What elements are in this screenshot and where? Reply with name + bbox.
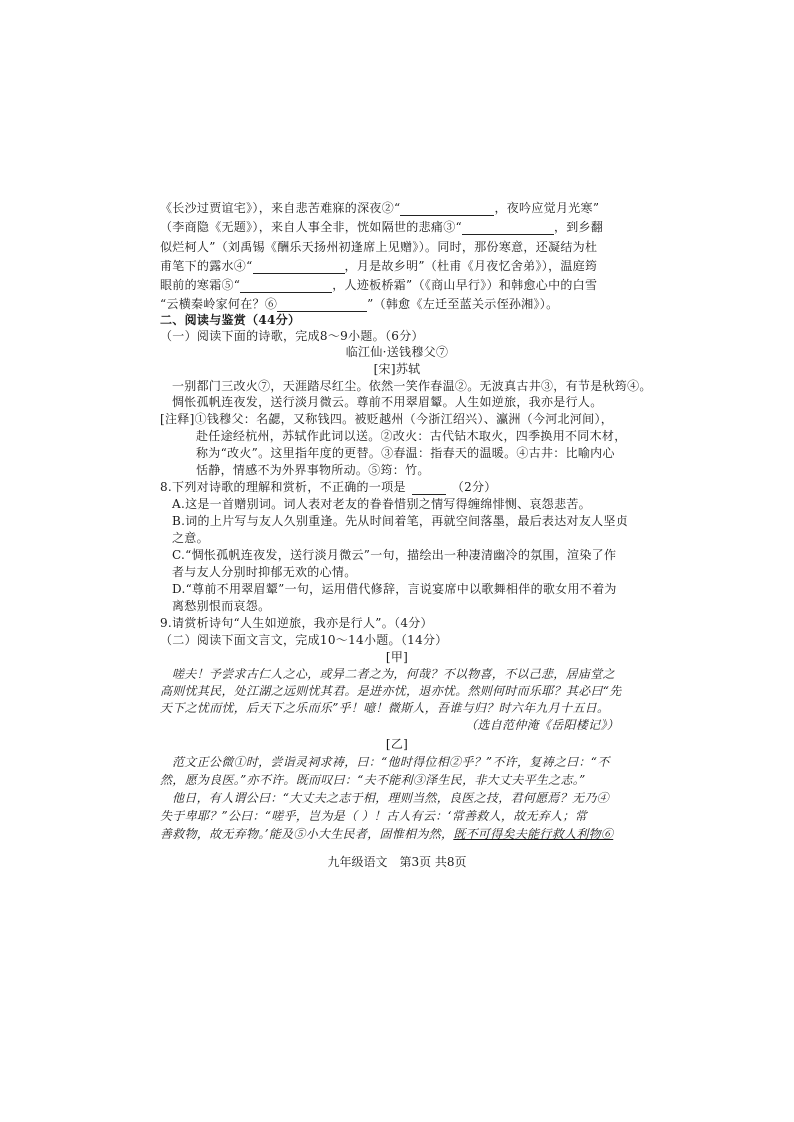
note-line-3: 称为“改火”。这里指年度的更替。③春温：指春天的温暖。④古井：比喻内心 [196,446,615,460]
text: ，到乡翻 [553,220,604,234]
question-9: 9.请赏析诗句“人生如逆旅，我亦是行人”。（4分） [160,616,433,630]
poem-line-1: 一别都门三改火⑦，天涯踏尽红尘。依然一笑作春温②。无波真古井③，有节是秋筠④。 [172,379,652,393]
section-2-heading: 二、阅读与鉴赏（44分） [160,313,301,327]
question-8-stem [160,480,497,495]
poem-line-2: 惆怅孤帆连夜发，送行淡月微云。尊前不用翠眉颦。人生如逆旅，我亦是行人。 [172,395,603,409]
text: 甫笔下的露水④“ [160,259,253,273]
jia-line-3: 天下之忧而忧，后天下之乐而乐”乎！噫！微斯人，吾谁与归？时六年九月十五日。 [160,701,610,715]
yi-line-5 [160,827,613,842]
part-2-intro: （二）阅读下面文言文，完成10～14小题。（14分） [160,633,448,647]
q8-option-b-line-1: B.词的上片写与友人久别重逢。先从时间着笔，再就空间落墨，最后表达对友人坚贞 [172,514,629,528]
answer-blank-3[interactable] [462,222,554,235]
text: （2分） [451,480,497,494]
poem-author: [宋]苏轼 [373,362,421,376]
note-line-2: 赴任途经杭州，苏轼作此词以送。②改火：古代钻木取火，四季换用不同木材， [196,429,627,443]
text: ”（韩愈《左迁至蓝关示侄孙湘》）。 [367,297,559,311]
jia-line-2: 高则忧其民，处江湖之远则忧其君。是进亦忧，退亦忧。然则何时而乐耶？其必曰“先 [160,684,622,698]
passage-jia-label: [甲] [385,650,409,664]
poem-title: 临江仙·送钱穆父⑦ [345,345,449,359]
jia-source: （选自范仲淹《岳阳楼记》） [465,718,619,732]
note-line-1: [注释]①钱穆父：名勰，又称钱四。被贬越州（今浙江绍兴）、瀛洲（今河北河间）， [160,412,614,426]
q8-option-d-line-2: 离愁别恨而哀怨。 [172,599,271,613]
jia-line-1: 嗟夫！予尝求古仁人之心，或异二者之为，何哉？不以物喜，不以己悲，居庙堂之 [172,667,615,681]
answer-blank-6[interactable] [277,299,367,312]
q8-option-d-line-1: D.“尊前不用翠眉颦”一句，运用借代修辞，言说宴席中以歌舞相伴的歌女用不着为 [172,582,617,596]
text: 8.下列对诗歌的理解和赏析，不正确的一项是 [160,480,406,494]
text: 眼前的寒霜⑤“ [160,278,241,292]
underlined-sentence: 既不可得矣夫能行救人利物⑥ [453,827,614,841]
text: （李商隐《无题》），来自人事全非，恍如隔世的悲痛③“ [160,220,462,234]
q8-option-b-line-2: 之意。 [172,531,209,545]
text: “云横秦岭家何在？⑥ [160,297,278,311]
q8-option-a: A.这是一首赠别词。词人表对老友的眷眷惜别之情写得缠绵悱恻、哀怨悲苦。 [172,497,591,511]
text: ，月是故乡明”（杜甫《月夜忆舍弟》），温庭筠 [344,259,598,273]
page-footer: 九年级语文 第3页 共8页 [327,855,467,869]
answer-blank-2[interactable] [400,203,494,216]
yi-line-3: 他日，有人谓公曰：“大丈夫之志于相，理则当然，良医之技，君何愿焉？无乃④ [172,791,609,805]
q8-option-c-line-2: 者与友人分别时抑郁无欢的心情。 [172,565,357,579]
yi-line-1: 范文正公微①时，尝诣灵祠求祷，曰：“他时得位相②乎？”不许，复祷之曰：“不 [172,755,610,769]
passage-yi-label: [乙] [385,737,409,751]
note-line-4: 恬静，情感不为外界事物所动。⑤筠：竹。 [196,463,430,477]
poem-fill-line-6 [160,297,558,312]
text: ，夜吟应觉月光寒” [494,201,600,215]
answer-blank-5[interactable] [240,280,332,293]
text: 善救物，故无弃物。’能及⑤小大生民者，固惟相为然， [160,827,454,841]
poem-fill-line-1 [160,201,599,216]
poem-fill-line-3: 似烂柯人”（刘禹锡《酬乐天扬州初逢席上见赠》）。同时，那份寒意，还凝结为杜 [160,240,598,254]
text: ，人迹板桥霜”（《商山早行》）和韩愈心中的白雪 [332,278,598,292]
yi-line-4: 失于卑耶？”公曰：“嗟乎，岂为是（ ）！古人有云：‘常善救人，故无弃人；常 [160,809,588,823]
answer-blank-4[interactable] [253,261,345,274]
poem-fill-line-4 [160,259,597,274]
text: 《长沙过贾谊宅》），来自悲苦难寐的深夜②“ [160,201,401,215]
part-1-intro: （一）阅读下面的诗歌，完成8～9小题。（6分） [160,329,424,343]
poem-fill-line-5 [160,278,597,293]
yi-line-2: 然，愿为良医。”亦不许。既而叹曰：“夫不能利③泽生民，非大丈夫平生之志。” [160,773,586,787]
poem-fill-line-2 [160,220,603,235]
q8-option-c-line-1: C.“惆怅孤帆连夜发，送行淡月微云”一句，描绘出一种凄清幽冷的氛围，渲染了作 [172,548,617,562]
answer-blank-q8[interactable] [412,482,446,495]
